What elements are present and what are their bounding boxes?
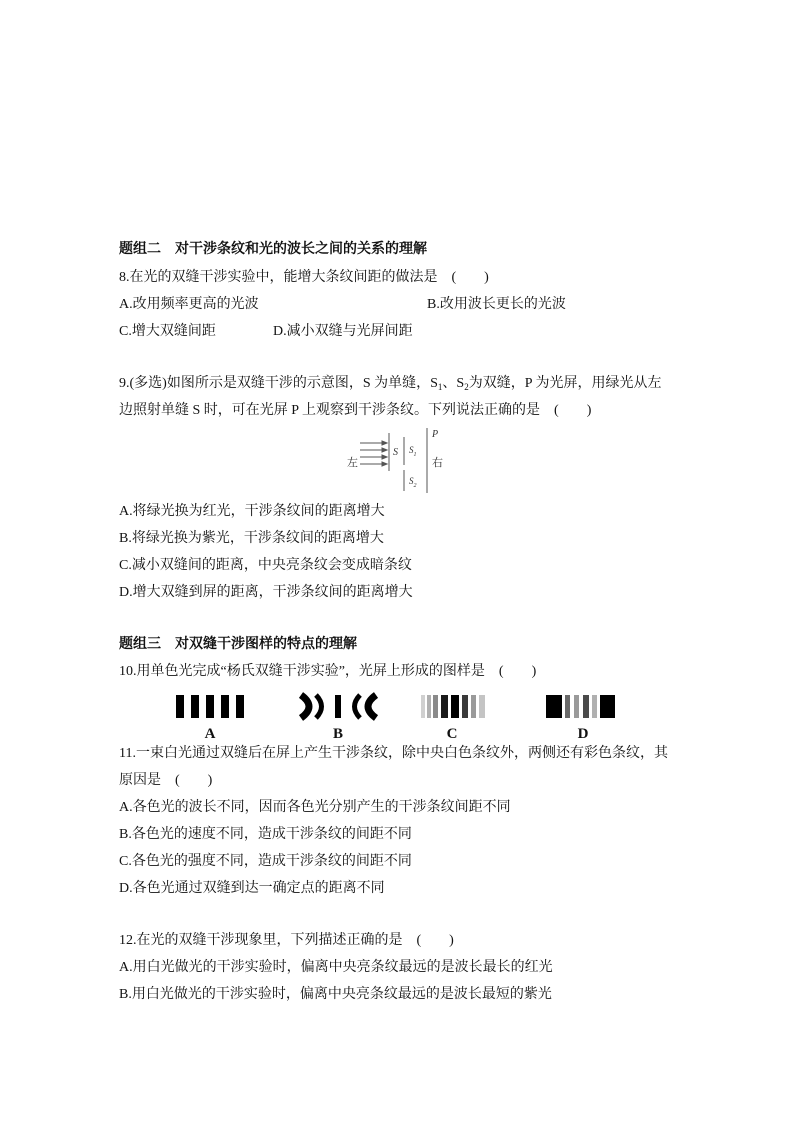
- slit-2-subscript: 2: [413, 483, 417, 489]
- light-ray-arrow: [360, 455, 387, 459]
- q12-option-b: B.用白光做光的干涉实验时，偏离中央亮条纹最远的是波长最短的紫光: [119, 987, 552, 1002]
- pattern-b-fringe: [368, 695, 376, 718]
- light-ray-arrow: [360, 441, 387, 445]
- q12-option-a: A.用白光做光的干涉实验时，偏离中央亮条纹最远的是波长最长的红光: [119, 960, 553, 975]
- pattern-c-fringe: [462, 695, 468, 718]
- pattern-d-fringe: [565, 695, 570, 718]
- q9-option-d: D.增大双缝到屏的距离，干涉条纹间的距离增大: [119, 585, 413, 600]
- q9-option-a: A.将绿光换为红光，干涉条纹间的距离增大: [119, 504, 385, 519]
- q9-stem-text: 、S: [442, 376, 465, 391]
- right-side-label: 右: [432, 457, 443, 469]
- pattern-a-fringe: [236, 695, 244, 718]
- pattern-a-fringe: [206, 695, 214, 718]
- pattern-b-fringe: [301, 695, 309, 718]
- q11-stem-line1: 11.一束白光通过双缝后在屏上产生干涉条纹，除中央白色条纹外，两侧还有彩色条纹，其: [119, 746, 668, 761]
- pattern-d-label: D: [577, 726, 589, 742]
- pattern-b-fringe: [316, 695, 322, 718]
- slit-1-label: [409, 445, 417, 458]
- pattern-a: [176, 695, 244, 718]
- slit-2-letter: S: [409, 476, 414, 486]
- q9-stem-line2: 边照射单缝 S 时，可在光屏 P 上观察到干涉条纹。下列说法正确的是 ( ): [119, 403, 592, 418]
- interference-patterns-figure: [160, 688, 640, 744]
- pattern-d-fringe: [583, 695, 589, 718]
- pattern-c-fringe: [451, 695, 459, 718]
- pattern-a-fringe: [221, 695, 229, 718]
- pattern-c-label: C: [446, 726, 458, 742]
- pattern-d: [546, 695, 615, 718]
- q8-option-c: C.增大双缝间距: [119, 324, 216, 339]
- q8-option-a: A.改用频率更高的光波: [119, 297, 259, 312]
- incident-light-arrows: [360, 441, 387, 466]
- pattern-c: [421, 695, 485, 718]
- q11-option-a: A.各色光的波长不同，因而各色光分别产生的干涉条纹间距不同: [119, 800, 511, 815]
- q9-stem-line1: [119, 374, 661, 394]
- pattern-a-fringe: [176, 695, 184, 718]
- light-ray-arrow: [360, 462, 387, 466]
- q9-stem-text: 为双缝，P 为光屏，用绿光从左: [468, 376, 662, 391]
- single-slit-label: S: [393, 447, 398, 458]
- q9-option-c: C.减小双缝间的距离，中央亮条纹会变成暗条纹: [119, 558, 412, 573]
- pattern-c-fringe: [421, 695, 425, 718]
- slit-1-letter: S: [409, 445, 414, 455]
- q10-stem: 10.用单色光完成“杨氏双缝干涉实验”，光屏上形成的图样是 ( ): [119, 664, 537, 679]
- q8-stem: 8.在光的双缝干涉实验中，能增大条纹间距的做法是 ( ): [119, 270, 489, 285]
- pattern-a-label: A: [204, 726, 216, 742]
- q11-option-b: B.各色光的速度不同，造成干涉条纹的间距不同: [119, 827, 412, 842]
- pattern-c-fringe: [471, 695, 476, 718]
- q12-stem: 12.在光的双缝干涉现象里，下列描述正确的是 ( ): [119, 933, 454, 948]
- q11-option-d: D.各色光通过双缝到达一确定点的距离不同: [119, 881, 385, 896]
- slit-2-label: [409, 476, 417, 489]
- screen-label: P: [432, 429, 439, 440]
- pattern-d-fringe: [574, 695, 579, 718]
- pattern-a-fringe: [191, 695, 199, 718]
- q9-subscript: 1: [437, 382, 443, 392]
- slit-1-subscript: 1: [413, 452, 417, 458]
- double-slit-diagram: [340, 424, 450, 496]
- pattern-b-fringe: [355, 695, 361, 718]
- pattern-d-fringe: [600, 695, 615, 718]
- pattern-c-fringe: [441, 695, 448, 718]
- pattern-b-label: B: [332, 726, 344, 742]
- pattern-c-fringe: [433, 695, 438, 718]
- pattern-c-fringe: [479, 695, 485, 718]
- group3-title: 题组三 对双缝干涉图样的特点的理解: [119, 637, 357, 652]
- pattern-d-fringe: [592, 695, 597, 718]
- pattern-d-fringe: [546, 695, 562, 718]
- q9-subscript: 2: [464, 382, 469, 392]
- q11-stem-line2: 原因是 ( ): [119, 773, 213, 788]
- q11-option-c: C.各色光的强度不同，造成干涉条纹的间距不同: [119, 854, 412, 869]
- q8-option-d: D.减小双缝与光屏间距: [273, 324, 413, 339]
- q9-option-b: B.将绿光换为紫光，干涉条纹间的距离增大: [119, 531, 384, 546]
- group2-title: 题组二 对干涉条纹和光的波长之间的关系的理解: [119, 242, 427, 257]
- q9-stem-text: 9.(多选)如图所示是双缝干涉的示意图，S 为单缝，S: [119, 376, 438, 391]
- q8-option-b: B.改用波长更长的光波: [427, 297, 566, 312]
- pattern-c-fringe: [427, 695, 431, 718]
- pattern-b-fringe: [335, 695, 341, 718]
- left-side-label: 左: [347, 457, 358, 469]
- light-ray-arrow: [360, 448, 387, 452]
